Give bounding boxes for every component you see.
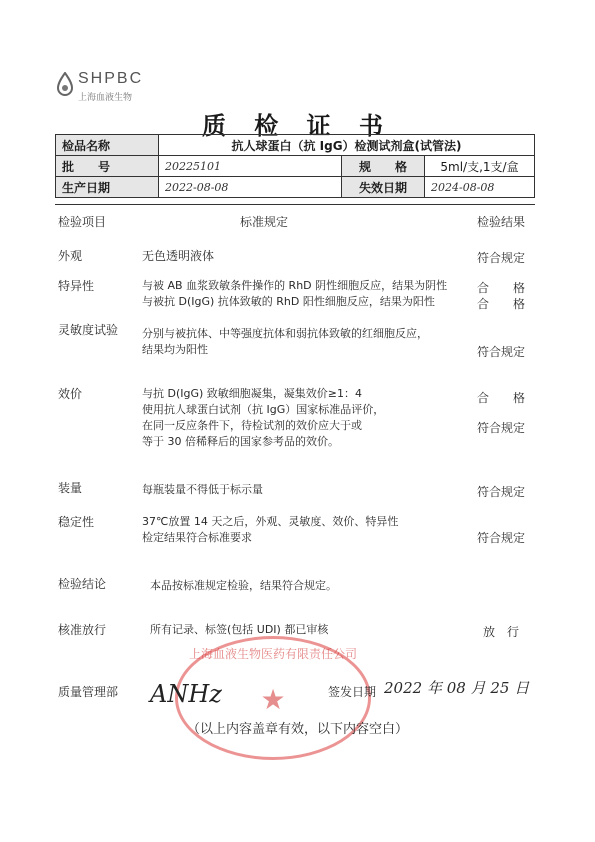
res-titer-1: 合 格 [476, 391, 525, 405]
res-titer-2: 符合规定 [476, 421, 525, 435]
col-item-header: 检验项目 [58, 215, 107, 229]
res-fill-volume: 符合规定 [476, 485, 525, 499]
seal-text: 上海血液生物医药有限责任公司 [188, 647, 357, 661]
conclusion-label: 检验结论 [58, 577, 107, 591]
product-value: 抗人球蛋白（抗 IgG）检测试剂盒(试管法) [159, 135, 535, 156]
footer-note: （以上内容盖章有效，以下内容空白） [186, 722, 408, 737]
exp-date-value: 2024-08-08 [425, 177, 535, 198]
std-titer-2: 使用抗人球蛋白试剂（抗 IgG）国家标准品评价， [142, 403, 385, 416]
item-stability: 稳定性 [58, 515, 95, 529]
product-label: 检品名称 [56, 135, 159, 156]
std-titer-3: 在同一反应条件下，待检试剂的效价应大于或 [142, 419, 362, 432]
issue-date-label: 签发日期 [328, 685, 377, 699]
std-stability-1: 37℃放置 14 天之后，外观、灵敏度、效价、特异性 [142, 515, 399, 528]
mfg-date-value: 2022-08-08 [159, 177, 342, 198]
item-sensitivity: 灵敏度试验 [58, 323, 119, 337]
res-stability: 符合规定 [476, 531, 525, 545]
item-specificity: 特异性 [58, 279, 95, 293]
droplet-logo-icon [56, 72, 74, 96]
col-result-header: 检验结果 [476, 215, 525, 229]
mfg-date-label: 生产日期 [56, 177, 159, 198]
col-standard-header: 标准规定 [240, 215, 289, 229]
seal-star-icon: ★ [260, 683, 286, 716]
exp-date-label: 失效日期 [342, 177, 425, 198]
conclusion-text: 本品按标准规定检验，结果符合规定。 [150, 579, 337, 592]
std-sensitivity-2: 结果均为阳性 [142, 343, 208, 356]
page-title: 质 检 证 书 [201, 111, 394, 140]
release-text: 所有记录、标签(包括 UDI) 都已审核 [150, 623, 329, 636]
batch-value: 20225101 [159, 156, 342, 177]
std-titer-1: 与抗 D(IgG) 致敏细胞凝集，凝集效价≥1：4 [142, 387, 363, 400]
table-separator [55, 204, 535, 205]
release-label: 核准放行 [58, 623, 107, 637]
qa-signature: ANHz [150, 680, 222, 708]
std-appearance: 无色透明液体 [142, 249, 215, 263]
std-titer-4: 等于 30 倍稀释后的国家参考品的效价。 [142, 435, 339, 448]
release-result: 放 行 [482, 625, 519, 639]
spec-label: 规 格 [342, 156, 425, 177]
res-specificity-2: 合 格 [476, 297, 525, 311]
std-stability-2: 检定结果符合标准要求 [142, 531, 252, 544]
logo-subtitle: 上海血液生物 [78, 93, 133, 103]
res-specificity-1: 合 格 [476, 281, 525, 295]
qa-label: 质量管理部 [58, 685, 119, 699]
issue-date-value: 2022 年 08 月 25 日 [384, 679, 530, 697]
std-specificity-1: 与被 AB 血浆致敏条件操作的 RhD 阴性细胞反应，结果为阴性 [142, 279, 448, 292]
res-sensitivity: 符合规定 [476, 345, 525, 359]
std-specificity-2: 与被抗 D(IgG) 抗体致敏的 RhD 阳性细胞反应，结果为阳性 [142, 295, 435, 308]
item-fill-volume: 装量 [58, 481, 83, 495]
header-table [55, 134, 535, 198]
item-appearance: 外观 [58, 249, 83, 263]
std-fill-volume: 每瓶装量不得低于标示量 [142, 483, 263, 496]
item-titer: 效价 [58, 387, 83, 401]
spec-value: 5ml/支,1支/盒 [425, 156, 535, 177]
batch-label: 批 号 [56, 156, 159, 177]
res-appearance: 符合规定 [476, 251, 525, 265]
logo-name: SHPBC [78, 70, 144, 87]
company-logo [56, 68, 176, 108]
std-sensitivity-1: 分别与被抗体、中等强度抗体和弱抗体致敏的红细胞反应， [142, 327, 428, 340]
